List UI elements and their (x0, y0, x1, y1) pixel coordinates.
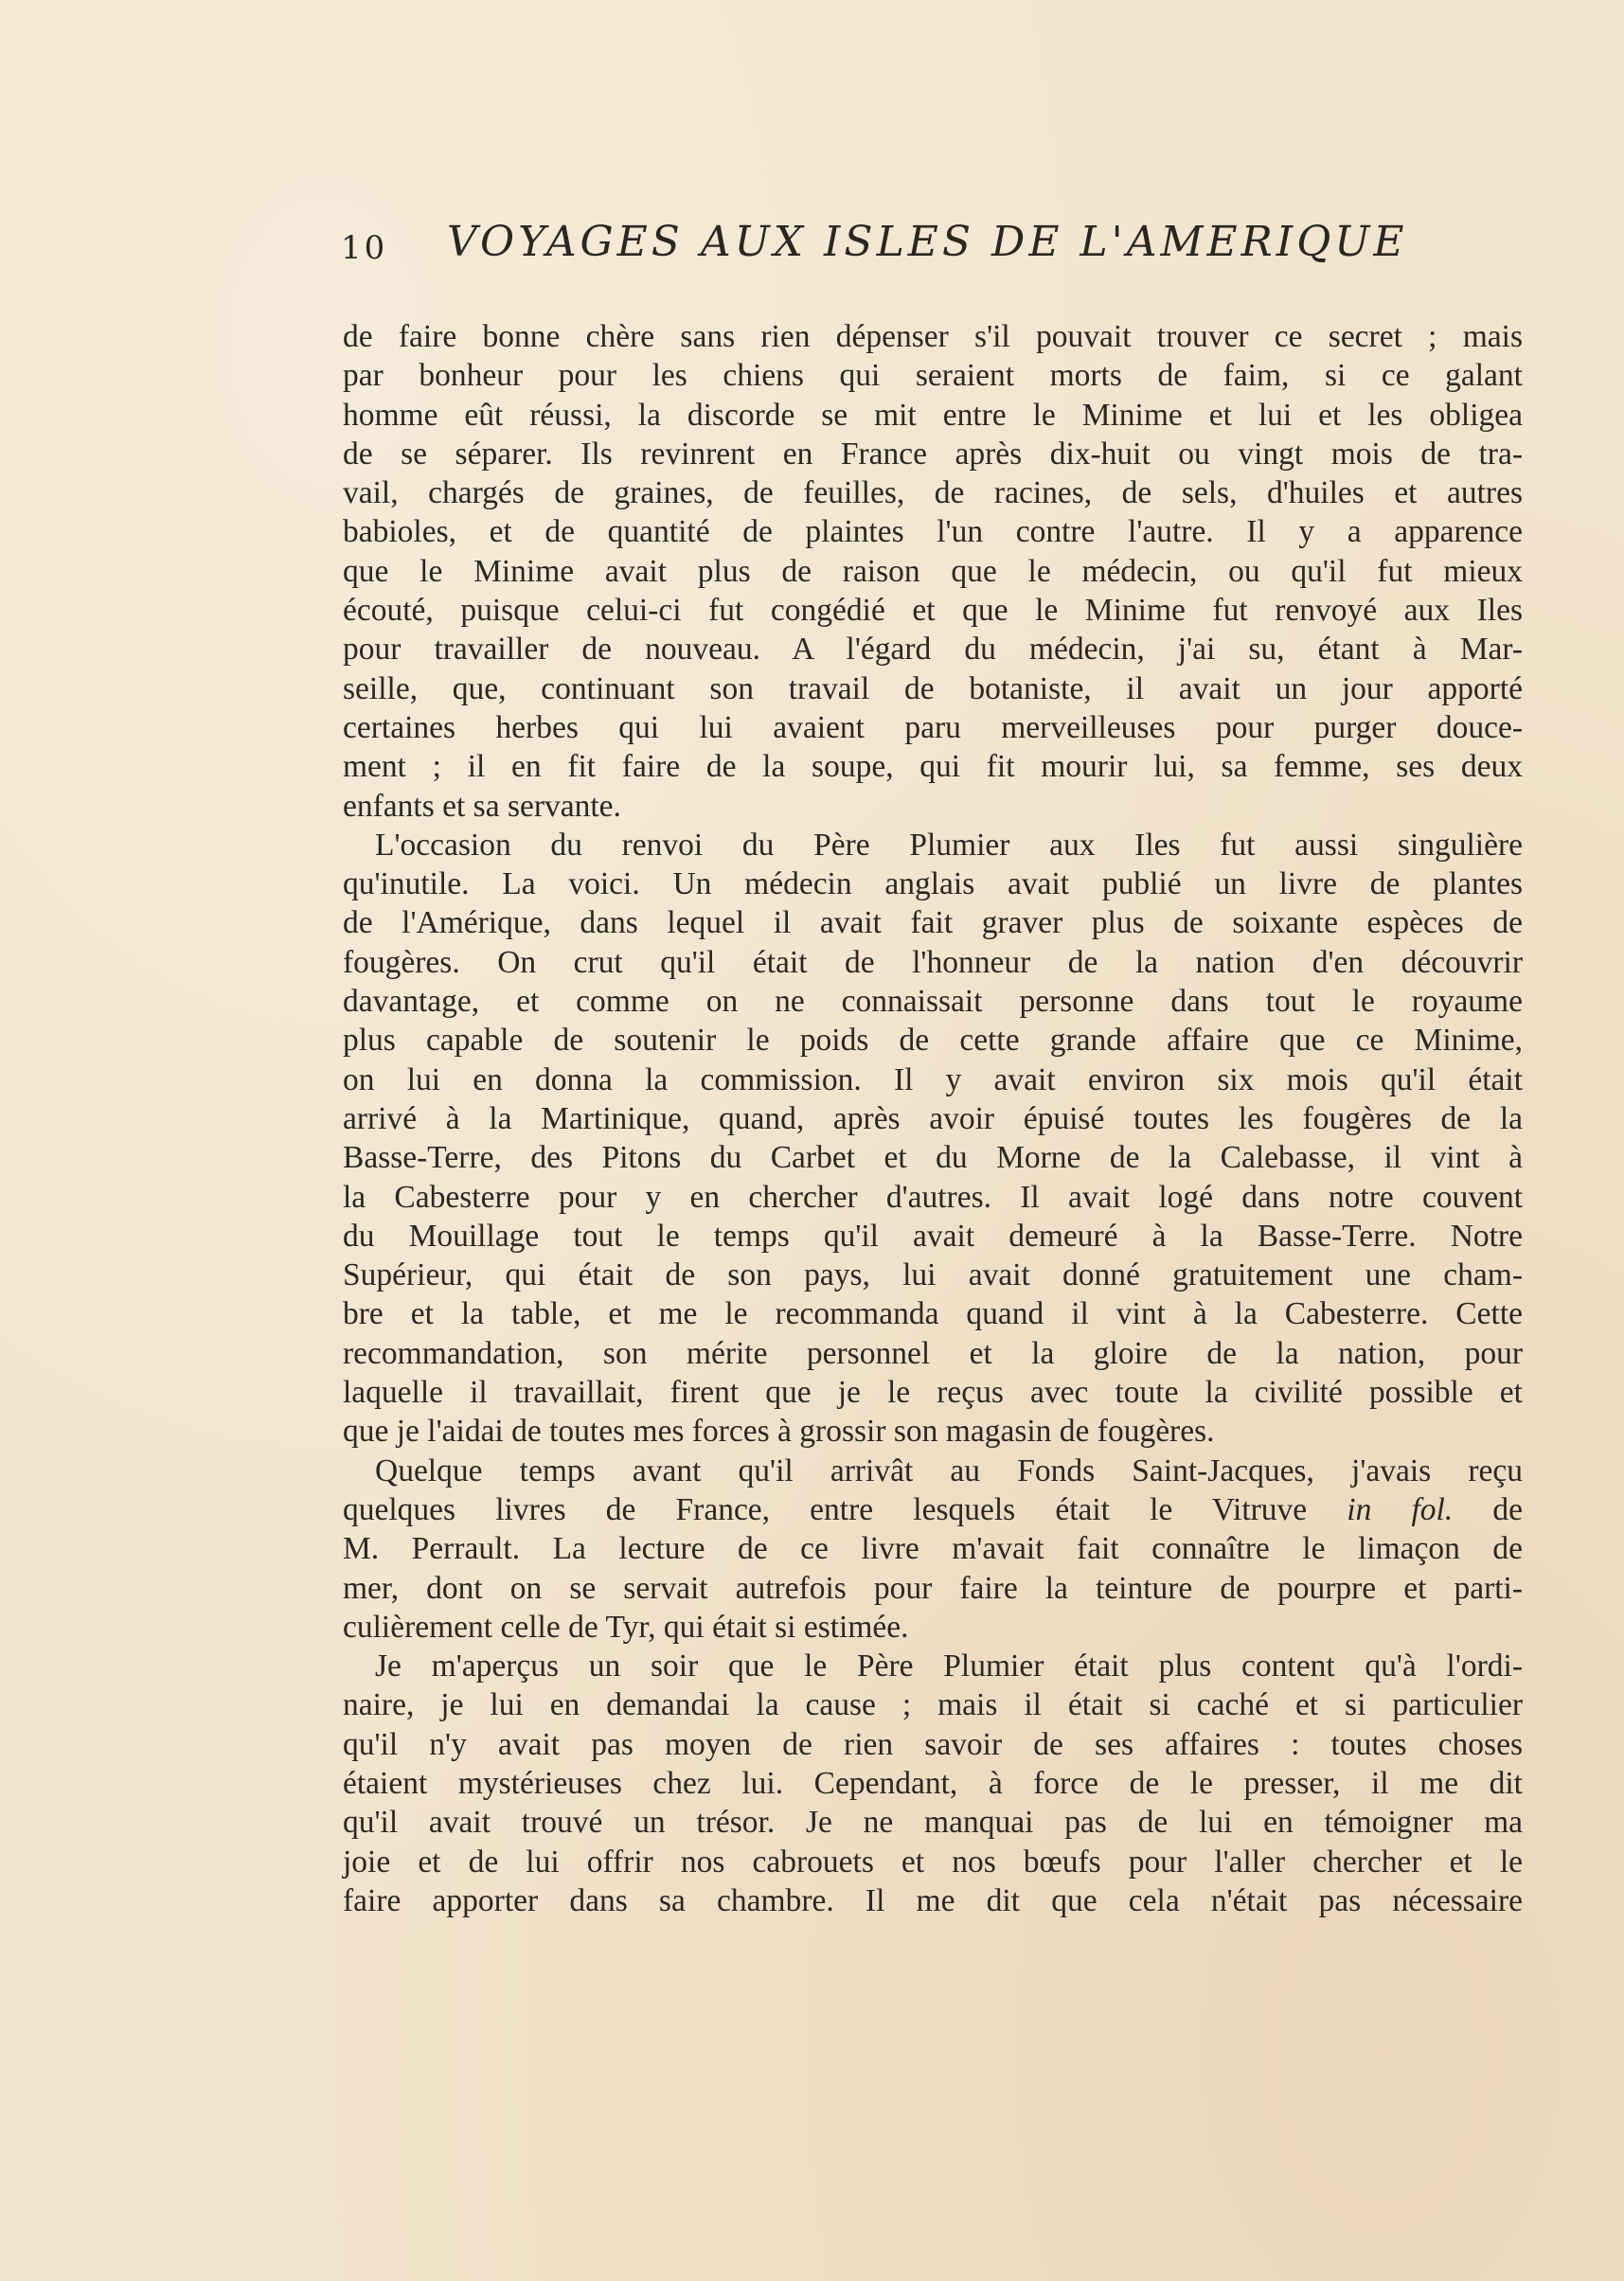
text-line: mer, dont on se servait autrefois pour faire la teinture de pourpre et parti- (343, 1570, 1523, 1606)
text-line: étaient mystérieuses chez lui. Cependant, à force de le presser, il me dit (343, 1765, 1523, 1801)
text-line: par bonheur pour les chiens qui seraient morts de faim, si ce galant (343, 358, 1523, 394)
text-line: babioles, et de quantité de plaintes l'un contre l'autre. Il y a apparence (343, 514, 1523, 550)
text-line: de l'Amérique, dans lequel il avait fait graver plus de soixante espèces de (343, 905, 1523, 941)
text-line: vail, chargés de graines, de feuilles, de racines, de sels, d'huiles et autres (343, 475, 1523, 511)
text-line: que je l'aidai de toutes mes forces à grossir son magasin de fougères. (343, 1414, 1215, 1450)
text-line: davantage, et comme on ne connaissait personne dans tout le royaume (343, 984, 1523, 1020)
text-line (343, 1490, 1523, 1529)
text-line: laquelle il travaillait, firent que je le reçus avec toute la civilité possible et (343, 1375, 1523, 1411)
text-line: M. Perrault. La lecture de ce livre m'avait fait connaître le limaçon de (343, 1531, 1523, 1567)
text-line: de faire bonne chère sans rien dépenser s'il pouvait trouver ce secret ; mais (343, 319, 1523, 354)
body-text (343, 317, 1523, 1920)
page-number: 10 (341, 229, 388, 267)
text-line: qu'il avait trouvé un trésor. Je ne manquai pas de lui en témoigner ma (343, 1805, 1523, 1841)
text-line: du Mouillage tout le temps qu'il avait demeuré à la Basse-Terre. Notre (343, 1218, 1523, 1254)
running-title: VOYAGES AUX ISLES DE L'AMERIQUE (447, 218, 1408, 266)
text-line: L'occasion du renvoi du Père Plumier aux Iles fut aussi singulière (375, 827, 1523, 863)
text-line: la Cabesterre pour y en chercher d'autres. Il avait logé dans notre couvent (343, 1179, 1523, 1215)
text-line: qu'il n'y avait pas moyen de rien savoir de ses affaires : toutes choses (343, 1726, 1523, 1762)
text-line: Basse-Terre, des Pitons du Carbet et du Morne de la Calebasse, il vint à (343, 1140, 1523, 1176)
text-line: seille, que, continuant son travail de botaniste, il avait un jour apporté (343, 670, 1523, 706)
text-line: certaines herbes qui lui avaient paru merveilleuses pour purger douce- (343, 709, 1523, 745)
text-line: recommandation, son mérite personnel et la gloire de la nation, pour (343, 1335, 1523, 1371)
text-line: plus capable de soutenir le poids de cette grande affaire que ce Minime, (343, 1023, 1523, 1059)
text-line: arrivé à la Martinique, quand, après avoir épuisé toutes les fougères de la (343, 1100, 1523, 1136)
text-segment: de (1492, 1491, 1523, 1527)
text-line: que le Minime avait plus de raison que le médecin, ou qu'il fut mieux (343, 553, 1523, 589)
text-line: joie et de lui offrir nos cabrouets et nos bœufs pour l'aller chercher et le (343, 1844, 1523, 1880)
text-line: Supérieur, qui était de son pays, lui avait donné gratuitement une cham- (343, 1257, 1523, 1293)
text-line: de se séparer. Ils revinrent en France après dix-huit ou vingt mois de tra- (343, 436, 1523, 472)
text-line: enfants et sa servante. (343, 788, 621, 824)
page-header (341, 214, 1525, 280)
text-line: culièrement celle de Tyr, qui était si estimée. (343, 1609, 909, 1645)
text-line: fougères. On crut qu'il était de l'honneur de la nation d'en découvrir (343, 944, 1523, 980)
text-line: pour travailler de nouveau. A l'égard du médecin, j'ai su, étant à Mar- (343, 632, 1523, 668)
text-segment: quelques livres de France, entre lesquels était le Vitruve (343, 1491, 1308, 1527)
text-line: homme eût réussi, la discorde se mit entre le Minime et lui et les obligea (343, 397, 1523, 433)
text-line: écouté, puisque celui-ci fut congédié et que le Minime fut renvoyé aux Iles (343, 593, 1523, 629)
text-line: Je m'aperçus un soir que le Père Plumier était plus content qu'à l'ordi- (375, 1648, 1523, 1684)
text-line: naire, je lui en demandai la cause ; mais il était si caché et si particulier (343, 1687, 1523, 1723)
italic-text: in fol. (1347, 1491, 1454, 1527)
text-line: qu'inutile. La voici. Un médecin anglais avait publié un livre de plantes (343, 866, 1523, 902)
text-line: ment ; il en fit faire de la soupe, qui fit mourir lui, sa femme, ses deux (343, 749, 1523, 785)
text-line: bre et la table, et me le recommanda quand il vint à la Cabesterre. Cette (343, 1296, 1523, 1332)
text-line: faire apporter dans sa chambre. Il me dit que cela n'était pas nécessaire (343, 1882, 1523, 1918)
text-line: Quelque temps avant qu'il arrivât au Fonds Saint-Jacques, j'avais reçu (375, 1452, 1523, 1488)
text-line: on lui en donna la commission. Il y avait environ six mois qu'il était (343, 1061, 1523, 1097)
